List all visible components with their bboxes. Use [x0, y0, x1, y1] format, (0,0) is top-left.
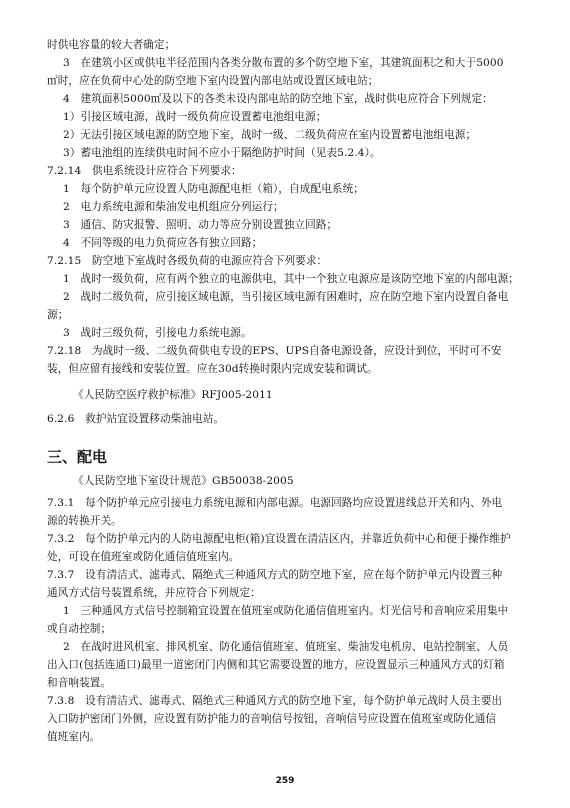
text-line: 或自动控制； — [47, 623, 112, 635]
text-line: 3 战时三级负荷，引接电力系统电源。 — [63, 327, 252, 339]
text-line: 1 每个防护单元应设置人防电源配电柜（箱），自成配电系统； — [63, 183, 364, 195]
text-line: ㎡时，应在负荷中心处的防空地下室内设置内部电站或设置区域电站； — [47, 75, 379, 87]
text-line: 1）引接区域电源，战时一级负荷应设置蓄电池组电源； — [63, 111, 327, 123]
page-number: 259 — [275, 776, 295, 786]
clause-heading: 7.3.7 设有清洁式、滤毒式、隔绝式三种通风方式的防空地下室，应在每个防护单元内设置三种 — [47, 569, 503, 581]
text-line: 4 不同等级的电力负荷应各有独立回路； — [63, 237, 263, 249]
clause-heading: 6.2.6 救护站宜设置移动柴油电站。 — [47, 413, 225, 425]
text-line: 通风方式信号装置系统，并应符合下列规定： — [47, 587, 261, 599]
text-line: 值班室内。 — [47, 731, 101, 743]
clause-heading: 7.2.15 防空地下室战时各级负荷的电源应符合下列要求： — [47, 255, 328, 267]
text-line: 1 三种通风方式信号控制箱宜设置在值班室或防化通信值班室内。灯光信号和音响应采用集中 — [63, 605, 509, 617]
text-line: 2）无法引接区域电源的防空地下室，战时一级、二级负荷应在室内设置蓄电池组电源； — [63, 129, 477, 141]
text-line: 入口防护密闭门外侧，应设置有防护能力的音响信号按钮，音响信号应设置在值班室或防化通信 — [47, 713, 497, 725]
standard-title: 《人民防空地下室设计规范》GB50038-2005 — [73, 475, 294, 487]
clause-heading: 7.3.2 每个防护单元内的人防电源配电柜(箱)宜设置在清洁区内，并靠近负荷中心和便于操作维护 — [47, 533, 511, 545]
text-line: 源的转换开关。 — [47, 515, 122, 527]
standard-title: 《人民防空医疗救护标准》RFJ005-2011 — [73, 389, 273, 401]
clause-heading: 7.2.18 为战时一级、二级负荷供电专设的EPS、UPS自备电源设备，应设计到位，平时可不安 — [47, 345, 502, 357]
clause-heading: 7.3.1 每个防护单元应引接电力系统电源和内部电源。电源回路均应设置进线总开关和内、外电 — [47, 497, 503, 509]
text-line: 装，但应留有接线和安装位置。应在30d转换时限内完成安装和调试。 — [47, 363, 378, 375]
clause-heading: 7.2.14 供电系统设计应符合下列要求： — [47, 165, 242, 177]
section-heading: 三、配电 — [47, 448, 108, 466]
text-line: 2 战时二级负荷，应引接区域电源，当引接区域电源有困难时，应在防空地下室内设置自备电 — [63, 291, 509, 303]
text-line: 源； — [47, 309, 69, 321]
text-line: 处，可设在值班室或防化通信值班室内。 — [47, 551, 240, 563]
text-line: 4 建筑面积5000㎡及以下的各类未设内部电站的防空地下室，战时供电应符合下列规定： — [63, 93, 493, 105]
text-line: 出入口(包括连通口)最里一道密闭门内侧和其它需要设置的地方，应设置显示三种通风方式的灯箱 — [47, 659, 505, 671]
text-line: 2 电力系统电源和柴油发电机组应分列运行； — [63, 201, 284, 213]
text-line: 3 在建筑小区或供电半径范围内各类分散布置的多个防空地下室，其建筑面积之和大于5000 — [63, 57, 504, 69]
text-line: 3 通信、防灾报警、照明、动力等应分别设置独立回路； — [63, 219, 338, 231]
text-line: 1 战时一级负荷，应有两个独立的电源供电，其中一个独立电源应是该防空地下室的内部电源； — [63, 273, 519, 285]
text-line: 2 在战时进风机室、排风机室、防化通信值班室、值班室、柴油发电机房、电站控制室、人员 — [63, 641, 509, 653]
text-line: 3）蓄电池组的连续供电时间不应小于隔绝防护时间（见表5.2.4）。 — [63, 147, 381, 159]
text-line: 和音响装置。 — [47, 677, 112, 689]
text-line: 时供电容量的较大者确定； — [47, 39, 176, 51]
clause-heading: 7.3.8 设有清洁式、滤毒式、隔绝式三种通风方式的防空地下室，每个防护单元战时人员主要出 — [47, 695, 503, 707]
